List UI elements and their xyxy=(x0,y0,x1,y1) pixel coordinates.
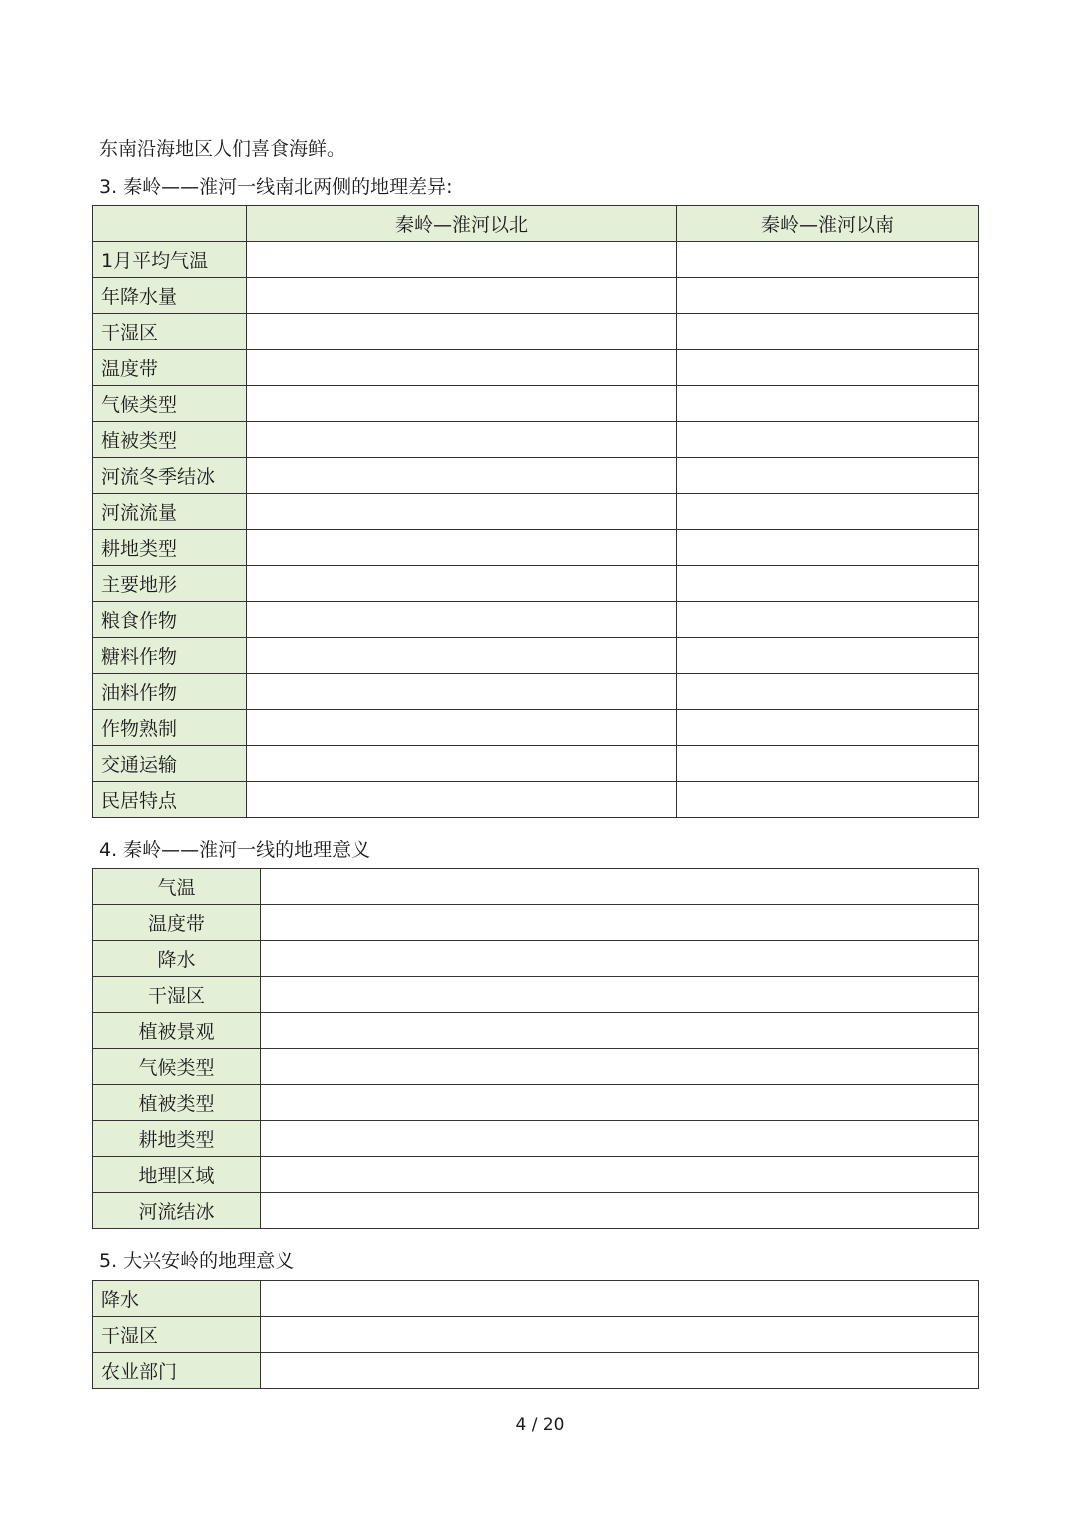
answer-cell xyxy=(261,1121,979,1157)
answer-cell xyxy=(247,350,677,386)
answer-cell xyxy=(677,782,979,818)
row-label: 植被类型 xyxy=(93,422,247,458)
answer-cell xyxy=(677,602,979,638)
answer-cell xyxy=(247,314,677,350)
table-row xyxy=(93,458,979,494)
row-label: 油料作物 xyxy=(93,674,247,710)
answer-cell xyxy=(677,422,979,458)
row-label: 交通运输 xyxy=(93,746,247,782)
answer-cell xyxy=(261,1013,979,1049)
answer-cell xyxy=(677,350,979,386)
answer-cell xyxy=(261,941,979,977)
table-row xyxy=(93,1121,979,1157)
section5-heading: 5. 大兴安岭的地理意义 xyxy=(99,1250,295,1272)
row-label: 干湿区 xyxy=(93,977,261,1013)
table-row xyxy=(93,242,979,278)
row-label: 农业部门 xyxy=(93,1353,261,1389)
row-label: 耕地类型 xyxy=(93,530,247,566)
answer-cell xyxy=(677,638,979,674)
table-row xyxy=(93,1193,979,1229)
section4-heading: 4. 秦岭——淮河一线的地理意义 xyxy=(99,839,371,861)
row-label: 耕地类型 xyxy=(93,1121,261,1157)
table-row xyxy=(93,278,979,314)
row-label: 河流结冰 xyxy=(93,1193,261,1229)
answer-cell xyxy=(261,1281,979,1317)
answer-cell xyxy=(677,566,979,602)
answer-cell xyxy=(247,458,677,494)
row-label: 植被景观 xyxy=(93,1013,261,1049)
table-row xyxy=(93,566,979,602)
answer-cell xyxy=(261,1317,979,1353)
answer-cell xyxy=(261,1353,979,1389)
row-label: 粮食作物 xyxy=(93,602,247,638)
answer-cell xyxy=(247,530,677,566)
table-row xyxy=(93,638,979,674)
answer-cell xyxy=(247,242,677,278)
row-label: 降水 xyxy=(93,941,261,977)
row-label: 1月平均气温 xyxy=(93,242,247,278)
row-label: 气温 xyxy=(93,869,261,905)
row-label: 民居特点 xyxy=(93,782,247,818)
row-label: 气候类型 xyxy=(93,1049,261,1085)
answer-cell xyxy=(247,638,677,674)
answer-cell xyxy=(247,422,677,458)
table-north-south-differences xyxy=(92,205,979,818)
intro-text: 东南沿海地区人们喜食海鲜。 xyxy=(99,138,347,160)
table-row xyxy=(93,1085,979,1121)
table-row xyxy=(93,422,979,458)
answer-cell xyxy=(677,674,979,710)
answer-cell xyxy=(247,710,677,746)
table-row xyxy=(93,530,979,566)
answer-cell xyxy=(677,278,979,314)
answer-cell xyxy=(247,782,677,818)
table-qinling-significance xyxy=(92,868,979,1229)
table-row xyxy=(93,782,979,818)
table-row xyxy=(93,746,979,782)
table-row xyxy=(93,386,979,422)
answer-cell xyxy=(261,869,979,905)
answer-cell xyxy=(261,905,979,941)
section3-heading: 3. 秦岭——淮河一线南北两侧的地理差异: xyxy=(99,176,453,198)
header-north: 秦岭—淮河以北 xyxy=(247,206,677,242)
row-label: 气候类型 xyxy=(93,386,247,422)
answer-cell xyxy=(261,1049,979,1085)
row-label: 作物熟制 xyxy=(93,710,247,746)
table-row xyxy=(93,941,979,977)
answer-cell xyxy=(247,278,677,314)
answer-cell xyxy=(247,746,677,782)
table-row xyxy=(93,1317,979,1353)
header-corner xyxy=(93,206,247,242)
row-label: 干湿区 xyxy=(93,314,247,350)
row-label: 降水 xyxy=(93,1281,261,1317)
row-label: 干湿区 xyxy=(93,1317,261,1353)
table-row xyxy=(93,905,979,941)
answer-cell xyxy=(247,566,677,602)
answer-cell xyxy=(677,530,979,566)
table-row xyxy=(93,869,979,905)
answer-cell xyxy=(677,458,979,494)
table-row xyxy=(93,674,979,710)
table-row xyxy=(93,710,979,746)
table-row xyxy=(93,1013,979,1049)
page-number: 4 / 20 xyxy=(515,1415,565,1435)
row-label: 糖料作物 xyxy=(93,638,247,674)
answer-cell xyxy=(677,746,979,782)
answer-cell xyxy=(677,494,979,530)
answer-cell xyxy=(261,1193,979,1229)
row-label: 温度带 xyxy=(93,905,261,941)
answer-cell xyxy=(677,242,979,278)
header-south: 秦岭—淮河以南 xyxy=(677,206,979,242)
answer-cell xyxy=(677,710,979,746)
table-row xyxy=(93,1281,979,1317)
answer-cell xyxy=(247,602,677,638)
table-daxinganling-significance xyxy=(92,1280,979,1389)
answer-cell xyxy=(677,314,979,350)
row-label: 主要地形 xyxy=(93,566,247,602)
row-label: 年降水量 xyxy=(93,278,247,314)
row-label: 河流冬季结冰 xyxy=(93,458,247,494)
answer-cell xyxy=(247,494,677,530)
answer-cell xyxy=(261,1085,979,1121)
row-label: 植被类型 xyxy=(93,1085,261,1121)
table-row xyxy=(93,602,979,638)
table-row xyxy=(93,1157,979,1193)
answer-cell xyxy=(677,386,979,422)
table-row xyxy=(93,314,979,350)
row-label: 温度带 xyxy=(93,350,247,386)
row-label: 河流流量 xyxy=(93,494,247,530)
answer-cell xyxy=(247,674,677,710)
table-row xyxy=(93,494,979,530)
table-row xyxy=(93,977,979,1013)
table-row xyxy=(93,1353,979,1389)
table-row xyxy=(93,350,979,386)
table-row xyxy=(93,1049,979,1085)
answer-cell xyxy=(247,386,677,422)
answer-cell xyxy=(261,977,979,1013)
answer-cell xyxy=(261,1157,979,1193)
row-label: 地理区域 xyxy=(93,1157,261,1193)
